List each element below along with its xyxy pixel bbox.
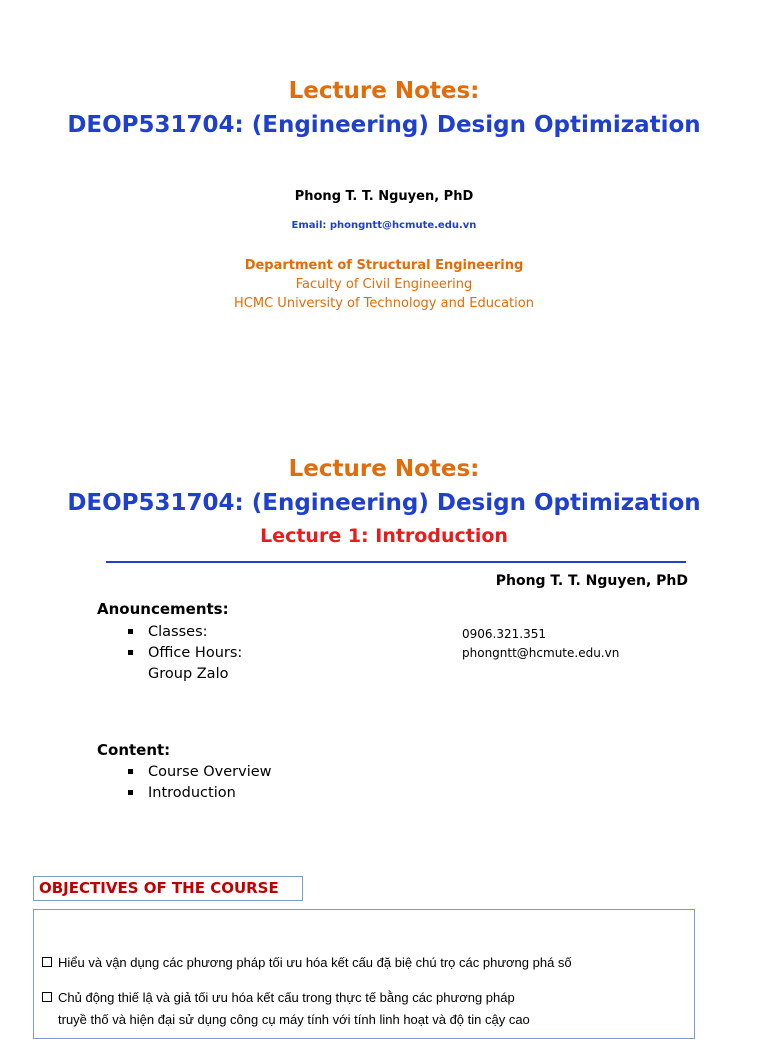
- slide1-author: Phong T. T. Nguyen, PhD: [294, 189, 474, 204]
- announcement-item-label: Classes:: [148, 624, 208, 640]
- objectives-box: [33, 909, 695, 1039]
- bullet-square-icon: [128, 790, 133, 795]
- objective-text: Hiểu và vận dụng các phương pháp tối ưu hóa kết cấu đặ biệ chú trọ các phương phá số: [58, 955, 572, 970]
- bullet-square-icon: [128, 769, 133, 774]
- bullet-square-icon: [128, 629, 133, 634]
- content-item-introduction: [128, 783, 428, 804]
- objectives-heading: OBJECTIVES OF THE COURSE: [33, 876, 303, 901]
- content-list: [128, 762, 428, 804]
- announcement-item-office-hours: [128, 643, 428, 664]
- objective-text: truyề thố và hiện đại sử dụng công cụ máy tính với tính linh hoạt và độ tin cậy cao: [58, 1012, 530, 1027]
- slide2-lecture-title: Lecture 1: Introduction: [260, 525, 508, 547]
- slide2-title-line1: Lecture Notes:: [288, 456, 480, 482]
- checkbox-icon: [42, 992, 52, 1002]
- objective-text: Chủ động thiế lậ và giả tối ưu hóa kết cấu trong thực tế bằng các phương pháp: [58, 990, 515, 1005]
- slide1-title-line2: DEOP531704: (Engineering) Design Optimization: [67, 112, 701, 138]
- announcement-sub-item-label: Group Zalo: [148, 666, 229, 682]
- announcement-item-label: Office Hours:: [148, 645, 243, 661]
- slide2-author: Phong T. T. Nguyen, PhD: [495, 573, 688, 589]
- slide2-divider: [106, 561, 686, 563]
- checkbox-icon: [42, 957, 52, 967]
- slide1-department: Department of Structural Engineering: [244, 258, 524, 273]
- announcements-list: [128, 622, 428, 685]
- slide1-title-line1: Lecture Notes:: [288, 78, 480, 104]
- content-heading: Content:: [97, 741, 171, 759]
- objective-line-continued: [58, 1012, 530, 1027]
- objective-line: [42, 990, 515, 1005]
- content-item-label: Introduction: [148, 785, 236, 801]
- contact-phone: 0906.321.351: [462, 627, 546, 641]
- contact-email: phongntt@hcmute.edu.vn: [462, 646, 620, 660]
- announcements-heading: Anouncements:: [97, 600, 229, 618]
- content-item-course-overview: [128, 762, 428, 783]
- bullet-square-icon: [128, 650, 133, 655]
- announcement-sub-item: [128, 664, 428, 685]
- content-item-label: Course Overview: [148, 764, 272, 780]
- slide1-faculty: Faculty of Civil Engineering: [295, 277, 473, 292]
- objective-line: [42, 955, 572, 970]
- slide1-university: HCMC University of Technology and Education: [234, 296, 534, 311]
- announcement-item-classes: [128, 622, 428, 643]
- slide2-title-line2: DEOP531704: (Engineering) Design Optimization: [67, 490, 701, 516]
- slide1-email: Email: phongntt@hcmute.edu.vn: [291, 220, 477, 231]
